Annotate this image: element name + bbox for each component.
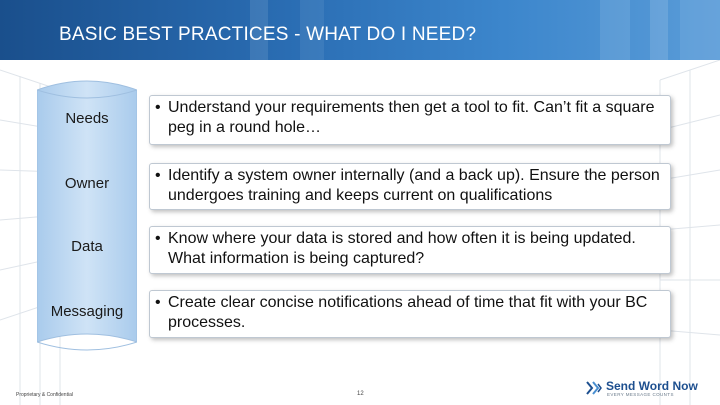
send-word-now-logo-icon bbox=[584, 378, 604, 398]
bullet: • bbox=[155, 99, 161, 116]
row-label-needs: Needs bbox=[65, 110, 109, 127]
bullet: • bbox=[155, 167, 161, 184]
bullet: • bbox=[155, 230, 161, 247]
row-text-box-needs bbox=[149, 95, 671, 145]
logo-tagline: EVERY MESSAGE COUNTS bbox=[607, 392, 674, 397]
header-building-shape bbox=[600, 0, 630, 60]
header-building-shape bbox=[650, 0, 668, 60]
header-banner bbox=[0, 0, 720, 60]
header-building-shape bbox=[680, 0, 720, 60]
row-text-box-owner bbox=[149, 163, 671, 210]
logo-name: Send Word Now bbox=[606, 379, 698, 393]
row-text-messaging: Create clear concise notifications ahead of time that fit with your BC processes. bbox=[168, 294, 648, 331]
row-text-data: Know where your data is stored and how often it is being updated. What information is being captured? bbox=[168, 230, 636, 267]
row-text-box-messaging bbox=[149, 290, 671, 338]
row-label-messaging: Messaging bbox=[50, 303, 124, 320]
page-number: 12 bbox=[357, 391, 364, 397]
row-text-box-data bbox=[149, 226, 671, 274]
row-text-needs: Understand your requirements then get a tool to fit. Can’t fit a square peg in a round hole… bbox=[168, 99, 655, 136]
row-label-data: Data bbox=[71, 238, 103, 255]
footer-confidential: Proprietary & Confidential bbox=[16, 392, 73, 398]
bullet: • bbox=[155, 294, 161, 311]
row-label-owner: Owner bbox=[64, 175, 110, 192]
slide-title: BASIC BEST PRACTICES - WHAT DO I NEED? bbox=[59, 24, 477, 45]
row-text-owner: Identify a system owner internally (and a back up). Ensure the person undergoes training and keeps current on qualifications bbox=[168, 167, 660, 204]
